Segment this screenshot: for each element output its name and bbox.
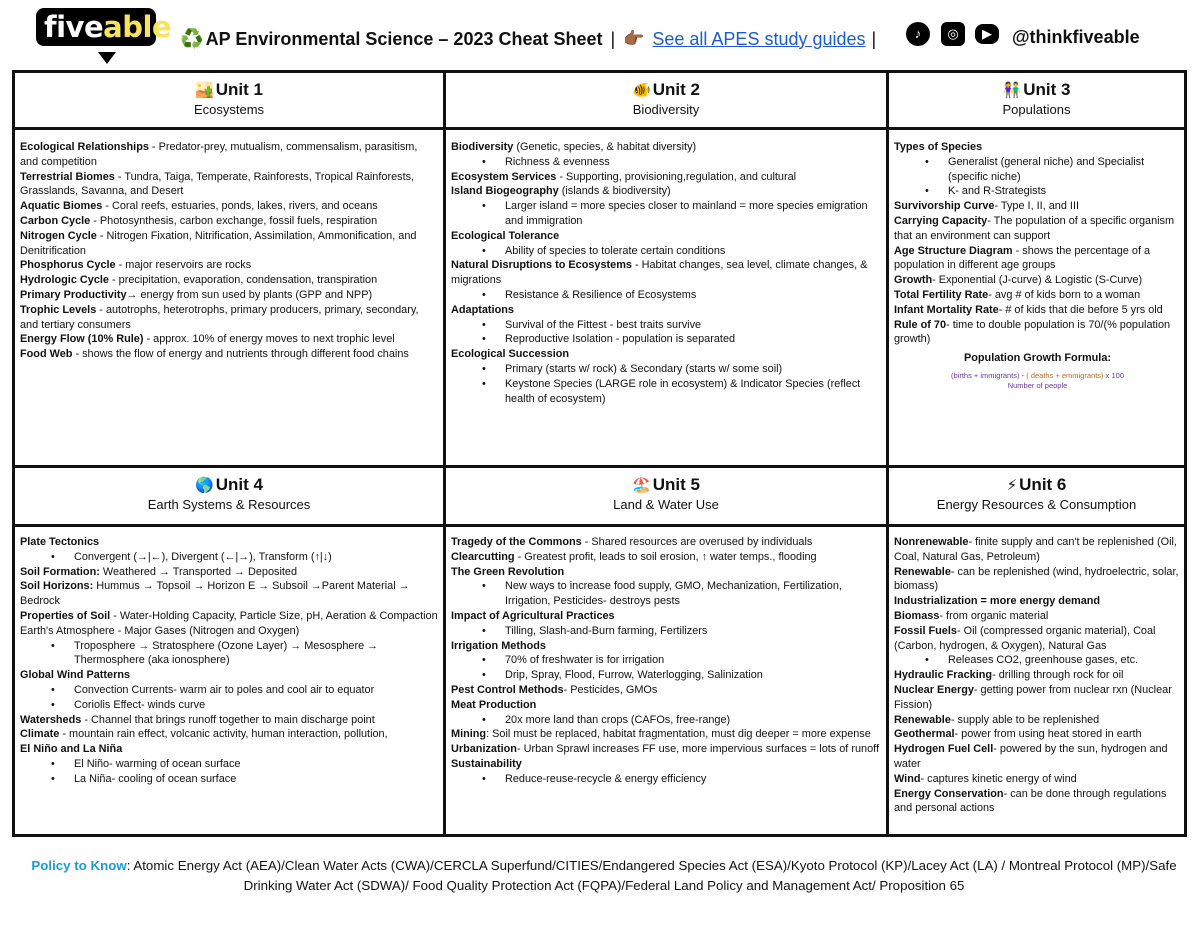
bullet-item: • Larger island = more species closer to mainland = more species emigration and immigration [451,199,881,229]
entry-description: - Predator-prey, mutualism, commensalism, parasitism, and competition [20,141,418,168]
unit-subtitle: Land & Water Use [613,497,719,512]
entry-term: Urbanization [451,743,517,756]
formula-births: (births + immigrants) [951,370,1020,380]
unit-4-content [20,535,440,787]
entry-term: Meat Production [451,698,537,711]
cheat-entry [20,347,436,362]
entry-term: Rule of 70 [894,318,947,331]
entry-term: Survivorship Curve [894,200,995,213]
formula-numerator [894,370,1181,381]
entry-description: (islands & biodiversity) [558,185,671,198]
entry-bullets [451,772,883,787]
header-separator: | [610,28,616,49]
cheat-entry [894,624,1181,654]
entry-description: - powered by the sun, hydrogen and water [894,743,1168,770]
entry-term: Terrestrial Biomes [20,170,115,183]
entry-bullets [451,713,883,728]
bullet-item: • New ways to increase food supply, GMO, Mechanization, Fertilization, Irrigation, Pesticides- destroys pests [451,579,883,609]
cheat-entry [451,727,883,742]
tiktok-icon[interactable]: ♪ [906,22,930,46]
entry-term: Hydrogen Fuel Cell [894,743,994,756]
entry-term: Sustainability [451,757,522,770]
entry-term: Energy Conservation [894,787,1004,800]
entry-term: Natural Disruptions to Ecosystems [451,259,632,272]
unit-title: Unit 6 [1019,475,1067,494]
entry-description: - Oil (compressed organic material), Coal (Carbon, hydrogen, & Oxygen), Natural Gas [894,624,1156,652]
entry-description: - major reservoirs are rocks [115,259,252,272]
cheat-entry [451,639,883,654]
entry-term: Wind [894,772,921,785]
unit-2-content [451,140,881,406]
cheat-entry [20,713,440,728]
entry-term: Impact of Agricultural Practices [451,609,615,622]
entry-bullets [451,624,883,639]
entry-term: Mining [451,728,487,741]
entry-term: Global Wind Patterns [20,669,131,682]
cheat-entry [451,258,881,288]
entry-term: Tragedy of the Commons [451,536,582,548]
entry-bullets [451,579,883,609]
entry-description: - # of kids that die before 5 yrs old [998,303,1163,316]
entry-term: Pest Control Methods [451,683,564,696]
bullet-item: • Tilling, Slash-and-Burn farming, Fertilizers [451,624,883,639]
formula-minus: - [1019,370,1027,380]
cheat-entry [894,273,1181,288]
entry-term: Ecological Succession [451,348,570,361]
unit-3-header [889,73,1184,127]
entry-term: Geothermal [894,728,955,741]
entry-description: - Greatest profit, leads to soil erosion, ↑ water temps., flooding [514,550,817,563]
instagram-icon[interactable]: ◎ [941,22,965,46]
entry-term: El Niño and La Niña [20,743,123,756]
cheat-entry [451,229,881,244]
entry-term: Biodiversity [451,141,514,153]
entry-term: Adaptations [451,303,514,316]
bullet-item: • Primary (starts w/ rock) & Secondary (starts w/ some soil) [451,362,881,377]
cheat-entry [894,713,1181,728]
cheat-entry [20,535,440,550]
entry-description: - Nitrogen Fixation, Nitrification, Assimilation, Ammonification, and Denitrification [20,229,417,257]
recycle-icon: ♻️ [180,29,204,50]
entry-term: Types of Species [894,141,983,153]
entry-description: - approx. 10% of energy moves to next trophic level [143,333,395,346]
cheat-entry [20,727,440,742]
cheat-entry [894,594,1181,609]
unit-1-content [20,140,436,362]
entry-description: : Soil must be replaced, habitat fragmentation, must dig deeper = more expense [486,728,871,741]
cheat-entry [451,742,883,757]
entry-description: - captures kinetic energy of wind [920,772,1077,785]
unit-6-header [889,468,1184,524]
header-separator-2: | [871,28,877,49]
unit-subtitle: Ecosystems [193,102,265,117]
entry-term: Renewable [894,713,951,726]
cheat-entry [20,258,436,273]
bullet-item: • Reproductive Isolation - population is separated [451,332,881,347]
entry-term: Aquatic Biomes [20,200,103,213]
entry-description: - shows the flow of energy and nutrients through different food chains [72,348,409,361]
cheat-entry [894,303,1181,318]
policy-to-know [14,856,1194,896]
entry-term: Ecosystem Services [451,170,557,183]
bullet-item: • 20x more land than crops (CAFOs, free-range) [451,713,883,728]
entry-term: Growth [894,274,933,287]
bullet-item: • Drip, Spray, Flood, Furrow, Waterlogging, Salinization [451,668,883,683]
entry-term: Nitrogen Cycle [20,229,97,242]
entry-description: - Coral reefs, estuaries, ponds, lakes, rivers, and oceans [102,200,378,213]
entry-bullets [451,362,881,406]
cheat-entry [894,140,1181,155]
entry-description: - can be done through regulations and personal actions [894,787,1167,815]
cheat-entry [894,609,1181,624]
cheat-entry [451,757,883,772]
population-growth-formula [894,351,1181,391]
bullet-item: • Resistance & Resilience of Ecosystems [451,288,881,303]
cheat-entry [894,535,1181,565]
entry-description: - Tundra, Taiga, Temperate, Rainforests, Tropical Rainforests, Grasslands, Savanna, and Desert [20,170,415,198]
study-guides-link[interactable]: See all APES study guides [652,28,866,49]
cheat-entry [20,668,440,683]
cheat-entry [20,303,436,333]
entry-description: Weathered → Transported → Deposited [99,565,298,578]
policy-label: Policy to Know [31,858,127,873]
unit-title: Unit 1 [215,80,263,99]
cheat-entry [20,332,436,347]
entry-term: Total Fertility Rate [894,288,989,301]
cheat-entry [451,184,881,199]
unit-subtitle: Energy Resources & Consumption [936,497,1137,512]
unit-title: Unit 3 [1023,80,1071,99]
people-icon: 👫 [1002,82,1022,99]
entry-bullets [894,155,1181,199]
cheat-entry [20,229,436,259]
bullet-item: • Reduce-reuse-recycle & energy efficiency [451,772,883,787]
entry-term: Hydrologic Cycle [20,274,109,287]
page-header [0,0,1200,70]
cheat-entry [20,214,436,229]
entry-term: Industrialization = more energy demand [894,595,1101,608]
unit-subtitle: Populations [1002,102,1071,117]
entry-term: The Green Revolution [451,565,565,578]
entry-description: - Water-Holding Capacity, Particle Size, pH, Aeration & Compaction Earth's Atmosphere - Major Gases (Nitrogen and Oxygen) [20,609,438,637]
entry-term: Ecological Relationships [20,141,149,153]
lightning-icon: ⚡ [1006,477,1018,494]
entry-term: Soil Horizons: [20,580,94,593]
entry-description: - supply able to be replenished [950,713,1100,726]
cheat-entry [894,772,1181,787]
cheat-entry [451,683,883,698]
entry-term: Island Biogeography [451,185,559,198]
logo-text-able: able [103,10,172,44]
entry-term: Energy Flow (10% Rule) [20,333,144,346]
cheat-entry [451,698,883,713]
cheat-entry [451,170,881,185]
unit-6-content [894,535,1181,816]
beach-umbrella-icon: 🏖️ [632,477,651,494]
entry-term: Properties of Soil [20,609,111,622]
entry-term: Primary Productivity [20,288,127,301]
entry-term: Climate [20,728,60,741]
unit-5-content [451,535,883,787]
entry-description: - Supporting, provisioning,regulation, and cultural [556,170,797,183]
formula-title: Population Growth Formula: [963,352,1111,365]
entry-term: Fossil Fuels [894,624,957,637]
entry-description: - autotrophs, heterotrophs, primary producers, primary, secondary, and tertiary consumers [20,303,419,331]
fish-icon: 🐠 [632,82,651,99]
unit-title: Unit 5 [652,475,700,494]
entry-description: - precipitation, evaporation, condensation, transpiration [108,274,378,287]
cheat-entry [894,787,1181,817]
cheat-entry [20,140,436,170]
entry-term: Nuclear Energy [894,683,974,696]
entry-description: Hummus → Topsoil → Horizon E → Subsoil →Parent Material → Bedrock [20,580,410,608]
cheat-entry [20,288,436,303]
unit-subtitle: Earth Systems & Resources [147,497,311,512]
unit-4-header [15,468,443,524]
entry-description: - Exponential (J-curve) & Logistic (S-Curve) [932,274,1143,287]
entry-description: - Photosynthesis, carbon exchange, fossil fuels, respiration [90,214,378,227]
unit-title: Unit 2 [652,80,700,99]
bullet-item: • Troposphere → Stratosphere (Ozone Layer) → Mesosphere → Thermosphere (aka ionosphere) [20,639,440,669]
entry-description: - avg # of kids born to a woman [988,288,1141,301]
entry-description: - getting power from nuclear rxn (Nuclear Fission) [894,683,1172,711]
entry-bullets [20,683,440,713]
cheat-entry [20,579,440,609]
cheat-entry [894,683,1181,713]
entry-bullets [20,639,440,669]
entry-term: Biomass [894,609,940,622]
bullet-item: • El Niño- warming of ocean surface [20,757,440,772]
entry-bullets [451,288,881,303]
entry-bullets [20,550,440,565]
bullet-item: • Convergent (→|←), Divergent (←|→), Transform (↑|↓) [20,550,440,565]
units-grid [12,70,1187,837]
cheat-entry [451,550,883,565]
entry-term: Nonrenewable [894,536,969,548]
bullet-item: • Releases CO2, greenhouse gases, etc. [894,653,1181,668]
policy-text: Atomic Energy Act (AEA)/Clean Water Acts (CWA)/CERCLA Superfund/CITIES/Endangered Species Act (ESA)/Kyoto Protocol (KP)/Lacey Act (LA) / Montreal Protocol (MP)/Safe Drinking Water Act (SDWA)/ Food Quality Protection Act (FQPA)/Federal Land Policy and Management Act/ Proposition 65 [130,858,1177,893]
entry-term: Plate Tectonics [20,536,100,548]
bullet-item: • Coriolis Effect- winds curve [20,698,440,713]
cheat-entry [20,609,440,639]
pointing-hand-icon: 👉🏾 [623,29,645,48]
cheat-entry [451,303,881,318]
policy-colon: : [126,858,131,873]
unit-subtitle: Biodiversity [632,102,700,117]
cheat-entry [894,668,1181,683]
entry-description: - power from using heat stored in earth [954,728,1142,741]
grid-divider-v1 [443,73,446,834]
unit-5-header [446,468,886,524]
grid-divider-h3 [15,524,1184,527]
cheat-entry [20,742,440,757]
entry-term: Age Structure Diagram [894,244,1013,257]
cheat-entry [451,535,883,550]
entry-term: Clearcutting [451,550,515,563]
cheat-entry [894,727,1181,742]
entry-term: Watersheds [20,713,82,726]
bullet-item: • Generalist (general niche) and Specialist (specific niche) [894,155,1181,185]
entry-description: - The population of a specific organism that an environment can support [894,214,1175,242]
bullet-item: • Ability of species to tolerate certain conditions [451,244,881,259]
formula-times: x 100 [1103,370,1124,380]
grid-divider-h1 [15,127,1184,130]
page-title: AP Environmental Science – 2023 Cheat Sheet [205,28,603,49]
bullet-item: • 70% of freshwater is for irrigation [451,653,883,668]
cheat-entry [20,273,436,288]
entry-term: Irrigation Methods [451,639,546,652]
entry-description: - drilling through rock for oil [992,669,1124,682]
entry-description: (Genetic, species, & habitat diversity) [513,141,697,153]
bullet-item: • Survival of the Fittest - best traits survive [451,318,881,333]
youtube-icon[interactable]: ▶ [975,24,999,44]
cheat-entry [451,347,881,362]
bullet-item: • La Niña- cooling of ocean surface [20,772,440,787]
bullet-item: • K- and R-Strategists [894,184,1181,199]
entry-description: - Shared resources are overused by individuals [581,536,813,548]
bullet-item: • Keystone Species (LARGE role in ecosystem) & Indicator Species (reflect health of ecosystem) [451,377,881,407]
cheat-entry [894,244,1181,274]
cheat-entry [894,742,1181,772]
unit-title: Unit 4 [215,475,263,494]
cheat-entry [451,140,881,155]
unit-1-header [15,73,443,127]
entry-term: Ecological Tolerance [451,229,560,242]
bullet-item: • Convection Currents- warm air to poles and cool air to equator [20,683,440,698]
social-handle[interactable]: @thinkfiveable [1012,27,1140,47]
bullet-item: • Richness & evenness [451,155,881,170]
entry-bullets [451,653,883,683]
cheat-entry [894,214,1181,244]
entry-term: Carbon Cycle [20,214,91,227]
entry-term: Renewable [894,565,951,578]
fiveable-logo[interactable] [36,8,172,46]
cheat-entry [894,199,1181,214]
entry-description: - from organic material [939,609,1049,622]
entry-description: - Pesticides, GMOs [563,683,658,696]
entry-description: - finite supply and can't be replenished (Oil, Coal, Natural Gas, Petroleum) [894,536,1177,563]
entry-bullets [451,244,881,259]
unit-2-header [446,73,886,127]
cheat-entry [894,318,1181,348]
unit-3-content [894,140,1181,391]
cheat-entry [20,199,436,214]
entry-bullets [20,757,440,787]
entry-term: Trophic Levels [20,303,97,316]
entry-description: - Channel that brings runoff together to main discharge point [81,713,375,726]
entry-term: Hydraulic Fracking [894,669,993,682]
logo-text-five: five [44,10,104,44]
entry-bullets [894,653,1181,668]
logo-speech-tail [98,52,116,64]
cheat-entry [894,565,1181,595]
entry-description: - Urban Sprawl increases FF use, more impervious surfaces = lots of runoff [516,743,880,756]
cheat-entry [20,565,440,580]
entry-description: - Habitat changes, sea level, climate changes, & migrations [451,259,868,287]
entry-description: - mountain rain effect, volcanic activity, human interaction, pollution, [59,728,388,741]
entry-description: - time to double population is 70/(% population growth) [894,318,1171,346]
entry-term: Soil Formation: [20,565,100,578]
cheat-entry [20,170,436,200]
entry-description: - Type I, II, and III [994,200,1080,213]
entry-description: → energy from sun used by plants (GPP and NPP) [126,288,373,301]
desert-icon: 🏜️ [195,82,214,99]
entry-term: Infant Mortality Rate [894,303,999,316]
entry-term: Phosphorus Cycle [20,259,116,272]
formula-deaths: ( deaths + emmigrants) [1026,370,1104,380]
cheat-entry [894,288,1181,303]
cheat-entry [451,609,883,624]
entry-description: - shows the percentage of a population in different age groups [894,244,1151,272]
globe-icon: 🌎 [195,477,214,494]
formula-denominator: Number of people [1007,380,1068,390]
entry-term: Food Web [20,348,73,361]
entry-bullets [451,199,881,229]
entry-description: - can be replenished (wind, hydroelectric, solar, biomass) [894,565,1179,593]
entry-bullets [451,155,881,170]
cheat-entry [451,565,883,580]
entry-bullets [451,318,881,348]
header-title-line [180,27,880,51]
entry-term: Carrying Capacity [894,214,988,227]
grid-divider-v2 [886,73,889,834]
